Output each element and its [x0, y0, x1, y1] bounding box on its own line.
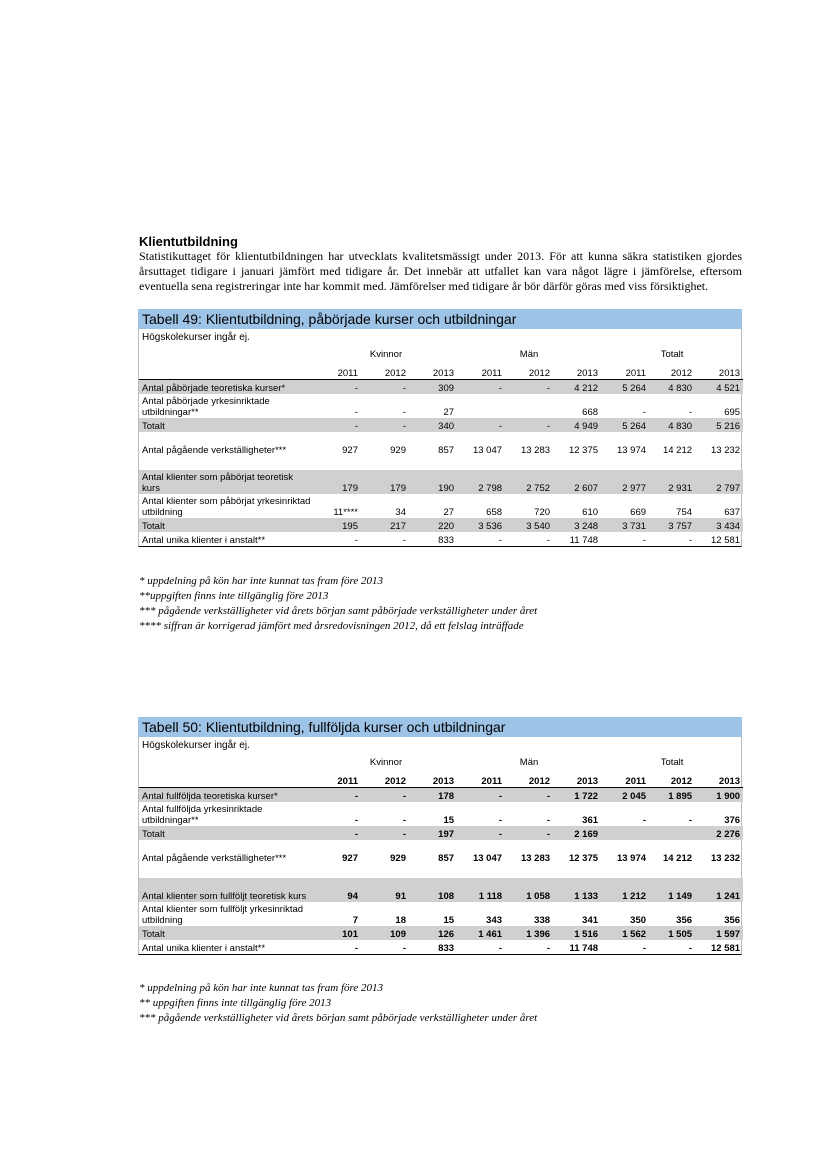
table-cell: - — [546, 815, 551, 826]
group-header-2: Totalt — [660, 348, 684, 360]
table-cell: 178 — [409, 788, 457, 803]
year-header: 2013 — [553, 362, 601, 380]
table-cell: 1 900 — [695, 788, 743, 803]
table-cell: - — [354, 535, 358, 546]
table-cell: 13 974 — [616, 853, 647, 864]
table-cell: - — [688, 535, 693, 546]
table-row — [139, 518, 743, 532]
section-heading: Klientutbildning — [139, 234, 238, 249]
row-label: Antal påbörjade yrkesinriktade utbildningar** — [142, 396, 270, 418]
year-header: 2011 — [315, 362, 361, 380]
table-cell: 3 434 — [695, 518, 743, 532]
table-cell: - — [457, 380, 505, 395]
table-cell: 376 — [724, 815, 741, 826]
data-table — [139, 346, 743, 546]
table-cell: - — [642, 943, 647, 954]
table-cell: - — [402, 943, 406, 954]
row-label: Antal klienter som påbörjat yrkesinriktad utbildning — [142, 496, 311, 518]
year-header: 2011 — [601, 770, 649, 788]
year-header-row — [139, 770, 743, 788]
year-header: 2012 — [649, 770, 695, 788]
table-cell: 179 — [315, 470, 361, 494]
table-cell: 13 283 — [520, 853, 551, 864]
table-cell: 14 212 — [662, 853, 693, 864]
table-cell: - — [546, 943, 551, 954]
table-cell: 11**** — [333, 507, 358, 518]
table-cell: - — [688, 407, 693, 418]
table-cell: 1 895 — [649, 788, 695, 803]
section-intro: Statistikuttaget för klientutbildningen har utvecklats kvalitetsmässigt under 2013. För att kunna säkra statistiken gjordes årsuttaget tidigare i januari jämfört med tidigare år. Det innebär att utfallet kan vara något lägre i jämförelse, eftersom eventuella sena registreringar inte har kommit med. Jämförelser med tidigare år bör därför göras med viss försiktighet. — [139, 249, 742, 293]
table-cell: 338 — [534, 915, 551, 926]
table-cell: - — [505, 380, 553, 395]
row-label: Totalt — [139, 418, 315, 432]
table-cell: 179 — [361, 470, 409, 494]
year-header-row — [139, 362, 743, 380]
year-header: 2011 — [315, 770, 361, 788]
table-row — [139, 802, 743, 826]
table-cell: 3 248 — [553, 518, 601, 532]
table-cell: - — [498, 943, 503, 954]
table-cell: 2 752 — [505, 470, 553, 494]
table-cell: - — [315, 418, 361, 432]
table-50 — [138, 717, 742, 955]
table-cell: 4 830 — [649, 418, 695, 432]
year-header: 2013 — [409, 362, 457, 380]
table-cell: 3 731 — [601, 518, 649, 532]
table-cell: 1 118 — [457, 878, 505, 902]
table-cell: 1 058 — [505, 878, 553, 902]
table-cell: - — [457, 418, 505, 432]
table-row — [139, 418, 743, 432]
table-cell: 126 — [409, 926, 457, 940]
table-cell: 1 212 — [601, 878, 649, 902]
table-cell: 2 931 — [649, 470, 695, 494]
table-row — [139, 926, 743, 940]
table-cell: 94 — [315, 878, 361, 902]
table-cell: - — [688, 943, 693, 954]
table-cell: 5 264 — [601, 380, 649, 395]
spacer-cell — [139, 456, 743, 470]
table-cell: 637 — [724, 507, 741, 518]
table-cell: - — [498, 535, 503, 546]
header-empty-cell — [139, 362, 315, 380]
table-cell: 3 536 — [457, 518, 505, 532]
table-cell: 929 — [390, 853, 406, 864]
table-cell: - — [354, 407, 358, 418]
table-cell: - — [361, 418, 409, 432]
table-row — [139, 432, 743, 456]
table-49-footnotes — [139, 574, 537, 634]
table-row — [139, 380, 743, 395]
table-cell: 34 — [395, 507, 406, 518]
table-row — [139, 940, 743, 954]
table-cell: - — [402, 815, 406, 826]
table-note: Högskolekurser ingår ej. — [142, 332, 250, 343]
table-row — [139, 532, 743, 546]
table-cell: 109 — [361, 926, 409, 940]
table-cell: 12 581 — [711, 535, 741, 546]
table-row — [139, 840, 743, 864]
table-cell: - — [354, 815, 358, 826]
group-header-row — [139, 346, 743, 362]
table-cell: 2 169 — [553, 826, 601, 840]
spacer-row — [139, 456, 743, 470]
group-header-2: Totalt — [660, 756, 684, 768]
table-cell: 108 — [409, 878, 457, 902]
footnote: * uppdelning på kön har inte kunnat tas fram före 2013 — [139, 575, 384, 587]
table-49 — [138, 309, 742, 547]
table-cell — [457, 394, 505, 418]
table-cell: 340 — [409, 418, 457, 432]
table-note: Högskolekurser ingår ej. — [142, 740, 250, 751]
group-header-1: Män — [519, 756, 539, 768]
table-cell: - — [457, 788, 505, 803]
year-header: 2011 — [601, 362, 649, 380]
table-cell: 11 748 — [569, 535, 599, 546]
table-cell: 15 — [443, 815, 455, 826]
table-row — [139, 826, 743, 840]
table-cell: 195 — [315, 518, 361, 532]
table-cell: 12 581 — [711, 943, 741, 954]
table-row — [139, 494, 743, 518]
table-cell: - — [354, 943, 358, 954]
table-cell: 857 — [438, 445, 455, 456]
table-cell — [601, 826, 649, 840]
footnote: **uppgiften finns inte tillgänglig före 2013 — [139, 590, 329, 602]
table-cell: 361 — [582, 815, 599, 826]
row-label: Totalt — [139, 926, 315, 940]
table-cell: 27 — [443, 507, 455, 518]
table-cell: 356 — [724, 915, 741, 926]
footnote: *** pågående verkställigheter vid årets början samt påbörjade verkställigheter under året — [139, 1012, 538, 1024]
table-cell: - — [315, 826, 361, 840]
table-cell: 350 — [630, 915, 647, 926]
table-cell: - — [642, 535, 647, 546]
table-cell: 13 974 — [616, 445, 647, 456]
table-cell: 927 — [342, 853, 358, 864]
footnote: *** pågående verkställigheter vid årets början samt påbörjade verkställigheter under året — [139, 605, 538, 617]
table-cell: 12 375 — [568, 445, 599, 456]
year-header: 2013 — [553, 770, 601, 788]
table-cell: 3 540 — [505, 518, 553, 532]
table-cell: 27 — [443, 407, 455, 418]
group-header-1: Män — [519, 348, 539, 360]
table-cell: 668 — [582, 407, 599, 418]
data-table — [139, 754, 743, 954]
row-label: Antal pågående verkställigheter*** — [142, 445, 287, 456]
table-cell: 1 241 — [695, 878, 743, 902]
table-cell: 13 283 — [520, 445, 551, 456]
table-cell: 197 — [409, 826, 457, 840]
table-cell: 343 — [486, 915, 503, 926]
table-cell: - — [361, 380, 409, 395]
table-row — [139, 470, 743, 494]
table-cell: - — [642, 815, 647, 826]
year-header: 2012 — [649, 362, 695, 380]
table-50-footnotes — [139, 981, 537, 1026]
table-cell: 7 — [352, 915, 358, 926]
table-cell: - — [315, 380, 361, 395]
table-cell: - — [315, 788, 361, 803]
row-label: Antal fullföljda teoretiska kurser* — [139, 788, 315, 803]
table-frame — [138, 329, 742, 547]
table-cell: 13 232 — [711, 445, 741, 456]
table-cell: 220 — [409, 518, 457, 532]
table-cell: 1 133 — [553, 878, 601, 902]
table-cell: 11 748 — [569, 943, 599, 954]
row-label: Antal fullföljda yrkesinriktade utbildningar** — [142, 804, 263, 826]
table-cell: 1 516 — [553, 926, 601, 940]
table-cell: 2 607 — [553, 470, 601, 494]
header-empty-cell — [139, 770, 315, 788]
table-cell: 5 264 — [601, 418, 649, 432]
table-cell: 3 757 — [649, 518, 695, 532]
table-cell: 1 149 — [649, 878, 695, 902]
table-cell: 341 — [582, 915, 599, 926]
group-header-0: Kvinnor — [369, 348, 403, 360]
table-cell: 2 798 — [457, 470, 505, 494]
footnote: ** uppgiften finns inte tillgänglig före 2013 — [139, 997, 332, 1009]
year-header: 2013 — [695, 362, 743, 380]
year-header: 2013 — [695, 770, 743, 788]
table-cell: 4 212 — [553, 380, 601, 395]
table-cell: 1 722 — [553, 788, 601, 803]
table-cell: - — [361, 826, 409, 840]
table-cell: - — [505, 826, 553, 840]
table-cell: - — [546, 535, 551, 546]
table-cell: 12 375 — [568, 853, 599, 864]
row-label: Antal pågående verkställigheter*** — [142, 853, 287, 864]
table-cell: 2 045 — [601, 788, 649, 803]
table-cell: - — [505, 418, 553, 432]
table-cell: 658 — [486, 507, 503, 518]
table-cell: - — [688, 815, 693, 826]
table-cell — [505, 394, 553, 418]
table-cell: 2 977 — [601, 470, 649, 494]
year-header: 2011 — [457, 770, 505, 788]
row-label: Antal klienter som påbörjat teoretisk kurs — [139, 470, 315, 494]
table-cell: 13 232 — [711, 853, 741, 864]
table-cell: 1 505 — [649, 926, 695, 940]
year-header: 2012 — [361, 770, 409, 788]
table-cell: 669 — [630, 507, 647, 518]
table-cell: 833 — [438, 535, 455, 546]
year-header: 2012 — [361, 362, 409, 380]
row-label: Antal klienter som fullföljt yrkesinriktad utbildning — [142, 904, 304, 926]
table-cell: 309 — [409, 380, 457, 395]
row-label: Antal klienter som fullföljt teoretisk kurs — [139, 878, 315, 902]
table-cell: 1 461 — [457, 926, 505, 940]
table-cell: 833 — [438, 943, 455, 954]
footnote: * uppdelning på kön har inte kunnat tas fram före 2013 — [139, 982, 384, 994]
table-cell: 18 — [395, 915, 406, 926]
table-cell: - — [361, 788, 409, 803]
table-cell: 927 — [342, 445, 358, 456]
table-cell: - — [505, 788, 553, 803]
table-cell: 2 276 — [695, 826, 743, 840]
table-cell: 4 830 — [649, 380, 695, 395]
table-cell: 217 — [361, 518, 409, 532]
table-cell: 13 047 — [472, 445, 503, 456]
year-header: 2012 — [505, 362, 553, 380]
table-caption: Tabell 50: Klientutbildning, fullföljda kurser och utbildningar — [138, 717, 742, 737]
table-cell: - — [402, 535, 406, 546]
table-cell: - — [642, 407, 647, 418]
table-cell: 720 — [534, 507, 551, 518]
table-cell: 2 797 — [695, 470, 743, 494]
table-cell: 929 — [390, 445, 406, 456]
header-empty-cell — [139, 346, 315, 362]
table-cell: 190 — [409, 470, 457, 494]
spacer-row — [139, 864, 743, 878]
table-cell: 13 047 — [472, 853, 503, 864]
table-cell: 101 — [315, 926, 361, 940]
table-cell: 1 562 — [601, 926, 649, 940]
header-empty-cell — [139, 754, 315, 770]
table-cell: 15 — [443, 915, 455, 926]
table-cell: 4 949 — [553, 418, 601, 432]
row-label: Antal påbörjade teoretiska kurser* — [139, 380, 315, 395]
group-header-0: Kvinnor — [369, 756, 403, 768]
group-header-row — [139, 754, 743, 770]
table-cell: 754 — [676, 507, 693, 518]
table-row — [139, 878, 743, 902]
row-label: Antal unika klienter i anstalt** — [142, 943, 266, 954]
table-cell: - — [498, 815, 503, 826]
table-cell: 356 — [676, 915, 693, 926]
table-cell: - — [402, 407, 406, 418]
year-header: 2012 — [505, 770, 553, 788]
table-cell: - — [457, 826, 505, 840]
row-label: Antal unika klienter i anstalt** — [142, 535, 266, 546]
table-cell: 1 597 — [695, 926, 743, 940]
table-caption: Tabell 49: Klientutbildning, påbörjade kurser och utbildningar — [138, 309, 742, 329]
table-row — [139, 902, 743, 926]
table-cell: 4 521 — [695, 380, 743, 395]
table-cell: 695 — [724, 407, 741, 418]
year-header: 2011 — [457, 362, 505, 380]
table-cell: 5 216 — [695, 418, 743, 432]
spacer-cell — [139, 864, 743, 878]
table-cell: 610 — [582, 507, 599, 518]
table-row — [139, 788, 743, 803]
table-cell: 1 396 — [505, 926, 553, 940]
table-cell: 91 — [361, 878, 409, 902]
table-cell — [649, 826, 695, 840]
table-cell: 857 — [438, 853, 455, 864]
row-label: Totalt — [139, 518, 315, 532]
row-label: Totalt — [139, 826, 315, 840]
table-row — [139, 394, 743, 418]
table-cell: 14 212 — [662, 445, 693, 456]
footnote: **** siffran är korrigerad jämfört med årsredovisningen 2012, då ett felslag inträffade — [139, 620, 524, 632]
year-header: 2013 — [409, 770, 457, 788]
table-frame — [138, 737, 742, 955]
